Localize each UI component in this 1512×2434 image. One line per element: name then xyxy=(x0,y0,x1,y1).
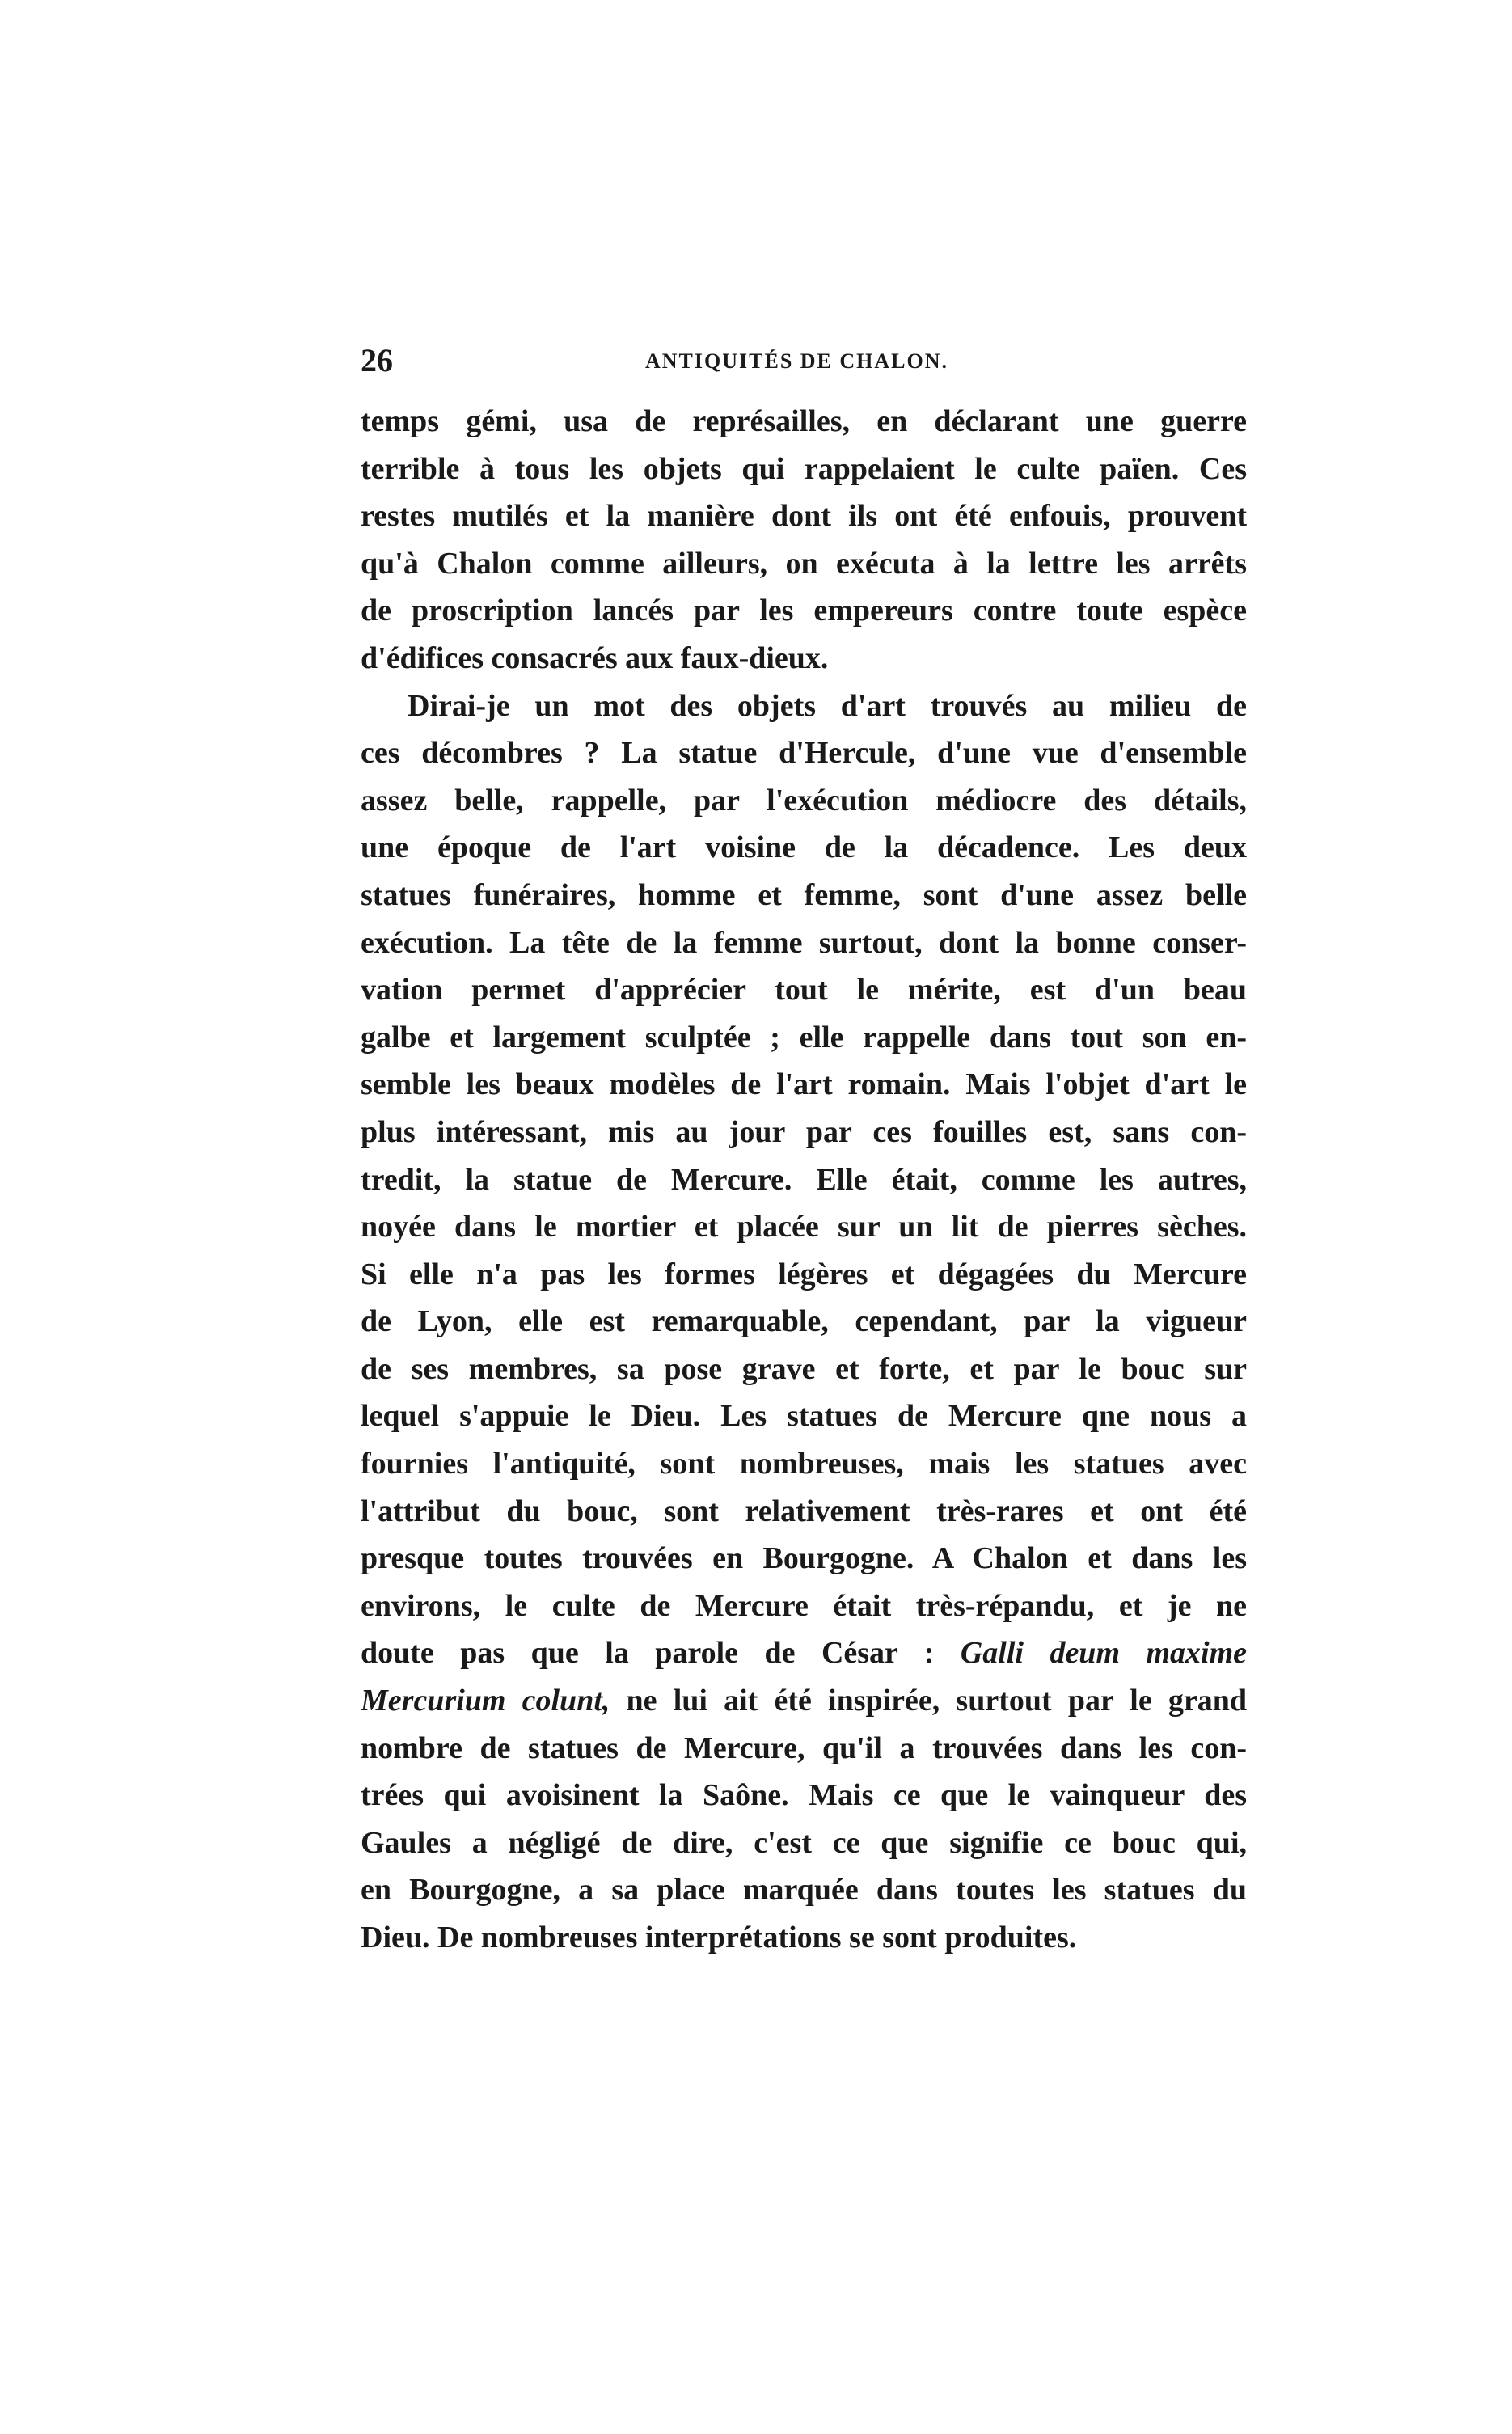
text-line: restes mutilés et la manière dont ils ont été enfouis, prouvent xyxy=(361,499,1247,534)
text-line: plus intéressant, mis au jour par ces fouilles est, sans con- xyxy=(361,1114,1247,1149)
text-line: l'attribut du bouc, sont relativement très-rares et ont été xyxy=(361,1494,1247,1528)
text-segment: ne lui ait été inspirée, surtout par le grand xyxy=(626,1684,1247,1718)
text-line: de proscription lancés par les empereurs contre toute espèce xyxy=(361,594,1247,628)
latin-quotation: Galli deum maxime xyxy=(960,1636,1247,1671)
running-title: ANTIQUITÉS DE CHALON. xyxy=(645,349,949,373)
text-line: lequel s'appuie le Dieu. Les statues de Mercure qne nous a xyxy=(361,1399,1247,1434)
text-line-with-quote xyxy=(361,1629,1247,1677)
text-line: Dirai-je un mot des objets d'art trouvés au milieu de xyxy=(408,688,1247,723)
text-line-with-quote xyxy=(361,1677,1247,1725)
text-line: exécution. La tête de la femme surtout, dont la bonne conser- xyxy=(361,925,1247,960)
text-line: qu'à Chalon comme ailleurs, on exécuta à la lettre les arrêts xyxy=(361,546,1247,581)
text-line: environs, le culte de Mercure était très-répandu, et je ne xyxy=(361,1588,1247,1623)
text-line: fournies l'antiquité, sont nombreuses, mais les statues avec xyxy=(361,1447,1247,1481)
text-line: noyée dans le mortier et placée sur un lit de pierres sèches. xyxy=(361,1210,1247,1244)
text-line: Dieu. De nombreuses interprétations se sont produites. xyxy=(361,1921,1077,1954)
text-line: terrible à tous les objets qui rappelaient le culte païen. Ces xyxy=(361,451,1247,486)
text-line: en Bourgogne, a sa place marquée dans toutes les statues du xyxy=(361,1873,1247,1908)
text-line: galbe et largement sculptée ; elle rappelle dans tout son en- xyxy=(361,1020,1247,1054)
text-line: une époque de l'art voisine de la décadence. Les deux xyxy=(361,830,1247,865)
text-line: semble les beaux modèles de l'art romain. Mais l'objet d'art le xyxy=(361,1067,1247,1102)
text-line: temps gémi, usa de représailles, en déclarant une guerre xyxy=(361,404,1247,438)
running-head xyxy=(361,338,1234,387)
text-segment: doute pas que la parole de César : xyxy=(361,1636,935,1671)
text-line: Si elle n'a pas les formes légères et dégagées du Mercure xyxy=(361,1257,1247,1291)
text-line: vation permet d'apprécier tout le mérite, est d'un beau xyxy=(361,973,1247,1008)
text-line: d'édifices consacrés aux faux-dieux. xyxy=(361,640,829,675)
text-line: nombre de statues de Mercure, qu'il a trouvées dans les con- xyxy=(361,1730,1247,1765)
page-number: 26 xyxy=(361,342,393,378)
text-line: trées qui avoisinent la Saône. Mais ce que le vainqueur des xyxy=(361,1778,1247,1813)
latin-quotation: Mercurium colunt, xyxy=(361,1684,610,1718)
text-line: de ses membres, sa pose grave et forte, et par le bouc sur xyxy=(361,1351,1247,1386)
body-text xyxy=(361,398,1247,1962)
text-line: Gaules a négligé de dire, c'est ce que signifie ce bouc qui, xyxy=(361,1825,1247,1860)
text-line: tredit, la statue de Mercure. Elle était, comme les autres, xyxy=(361,1162,1247,1197)
text-line: de Lyon, elle est remarquable, cependant, par la vigueur xyxy=(361,1304,1247,1339)
text-line: statues funéraires, homme et femme, sont d'une assez belle xyxy=(361,877,1247,912)
text-line: assez belle, rappelle, par l'exécution médiocre des détails, xyxy=(361,783,1247,818)
text-line: presque toutes trouvées en Bourgogne. A Chalon et dans les xyxy=(361,1541,1247,1576)
text-line: ces décombres ? La statue d'Hercule, d'une vue d'ensemble xyxy=(361,736,1247,771)
